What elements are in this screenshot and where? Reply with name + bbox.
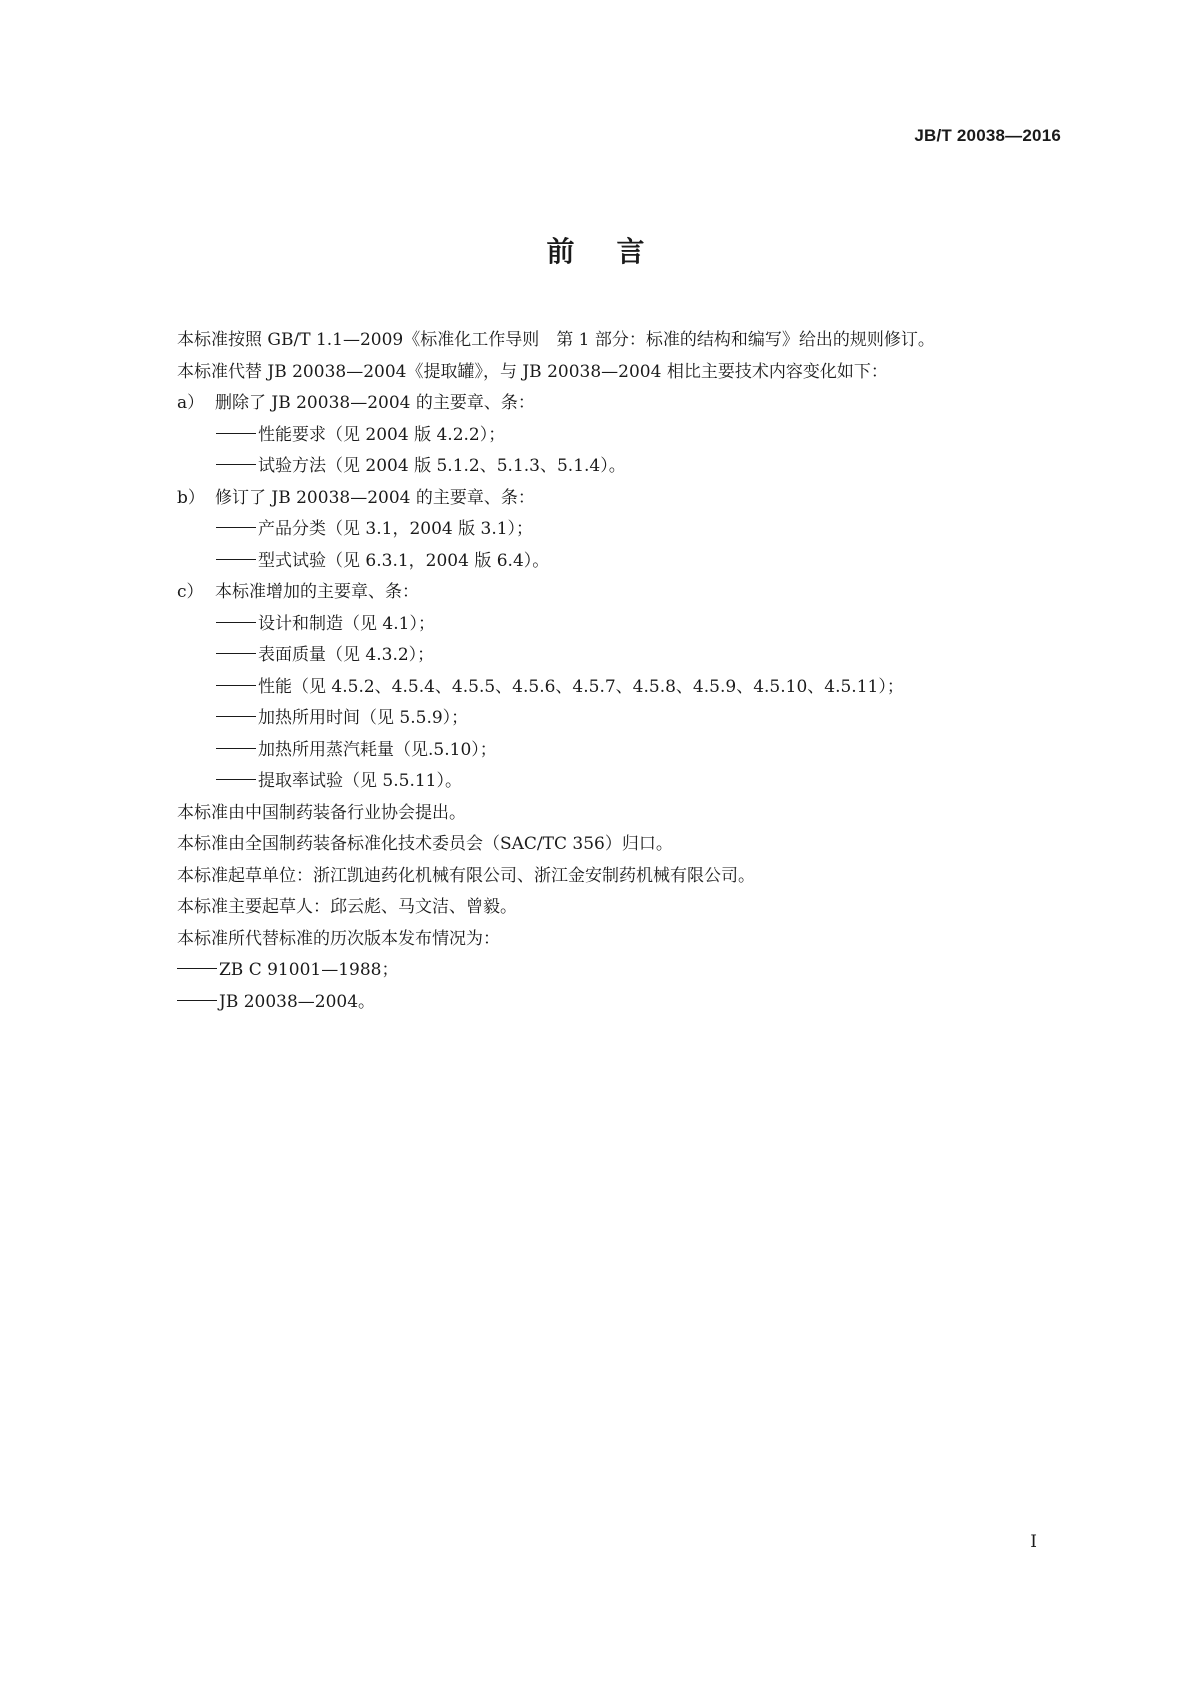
- dash-mark: [216, 716, 256, 717]
- paragraph-replacement: 本标准代替 JB 20038—2004《提取罐》，与 JB 20038—2004 相比主要技术内容变化如下：: [177, 361, 888, 382]
- sub-item-text: 提取率试验（见 5.5.11）。: [258, 771, 462, 791]
- list-item-text: 修订了 JB 20038—2004 的主要章、条：: [215, 487, 535, 508]
- sub-item-text: 表面质量（见 4.3.2）；: [258, 645, 435, 665]
- history-item: [177, 987, 1077, 1019]
- sub-item: [177, 672, 1077, 704]
- sub-item-text: 试验方法（见 2004 版 5.1.2、5.1.3、5.1.4）。: [258, 456, 626, 476]
- list-item-text: 本标准增加的主要章、条：: [215, 582, 419, 602]
- dash-mark: [216, 685, 256, 686]
- page-number: I: [1030, 1532, 1037, 1552]
- sub-item-text: 加热所用时间（见 5.5.9）；: [258, 708, 469, 728]
- paragraph-basis: 本标准按照 GB/T 1.1—2009《标准化工作导则 第 1 部分：标准的结构和编写》给出的规则修订。: [177, 330, 935, 350]
- paragraph-drafting-units: 本标准起草单位：浙江凯迪药化机械有限公司、浙江金安制药机械有限公司。: [177, 865, 755, 886]
- sub-item-text: 产品分类（见 3.1，2004 版 3.1）；: [258, 519, 534, 539]
- dash-mark: [177, 1000, 217, 1001]
- list-item-a: [177, 388, 1077, 420]
- standard-code: JB/T 20038—2016: [914, 126, 1061, 145]
- foreword-body: [177, 325, 1077, 1018]
- page-title: 前言: [546, 235, 687, 268]
- list-item-label: c）: [177, 582, 204, 602]
- sub-item-text: 设计和制造（见 4.1）；: [258, 613, 435, 634]
- sub-item: [177, 609, 1077, 641]
- dash-mark: [216, 779, 256, 780]
- dash-mark: [216, 464, 256, 465]
- dash-mark: [216, 748, 256, 749]
- sub-item-text: 型式试验（见 6.3.1，2004 版 6.4）。: [258, 550, 550, 571]
- paragraph-proposer: 本标准由中国制药装备行业协会提出。: [177, 802, 466, 823]
- sub-item: [177, 766, 1077, 798]
- sub-item-text: 性能要求（见 2004 版 4.2.2）；: [258, 424, 506, 445]
- list-item-c: [177, 577, 1077, 609]
- dash-mark: [216, 622, 256, 623]
- sub-item: [177, 735, 1077, 767]
- list-item-b: [177, 483, 1077, 515]
- history-item: [177, 955, 1077, 987]
- sub-item: [177, 514, 1077, 546]
- list-item-label: b）: [177, 487, 205, 508]
- history-item-text: JB 20038—2004。: [219, 991, 376, 1012]
- list-item-label: a）: [177, 393, 205, 413]
- dash-mark: [216, 653, 256, 654]
- sub-item-text: 性能（见 4.5.2、4.5.4、4.5.5、4.5.6、4.5.7、4.5.8、4.5.9、4.5.10、4.5.11）；: [258, 676, 904, 697]
- dash-mark: [216, 559, 256, 560]
- sub-item: [177, 451, 1077, 483]
- dash-mark: [177, 968, 217, 969]
- dash-mark: [216, 433, 256, 434]
- sub-item: [177, 546, 1077, 578]
- paragraph-history-intro: 本标准所代替标准的历次版本发布情况为：: [177, 928, 500, 949]
- sub-item-text: 加热所用蒸汽耗量（见.5.10）；: [258, 739, 497, 760]
- sub-item: [177, 640, 1077, 672]
- paragraph-centralized: 本标准由全国制药装备标准化技术委员会（SAC/TC 356）归口。: [177, 834, 673, 854]
- sub-item: [177, 420, 1077, 452]
- dash-mark: [216, 527, 256, 528]
- list-item-text: 删除了 JB 20038—2004 的主要章、条：: [215, 393, 535, 413]
- sub-item: [177, 703, 1077, 735]
- history-item-text: ZB C 91001—1988；: [219, 960, 399, 980]
- paragraph-drafters: 本标准主要起草人：邱云彪、马文洁、曾毅。: [177, 897, 517, 917]
